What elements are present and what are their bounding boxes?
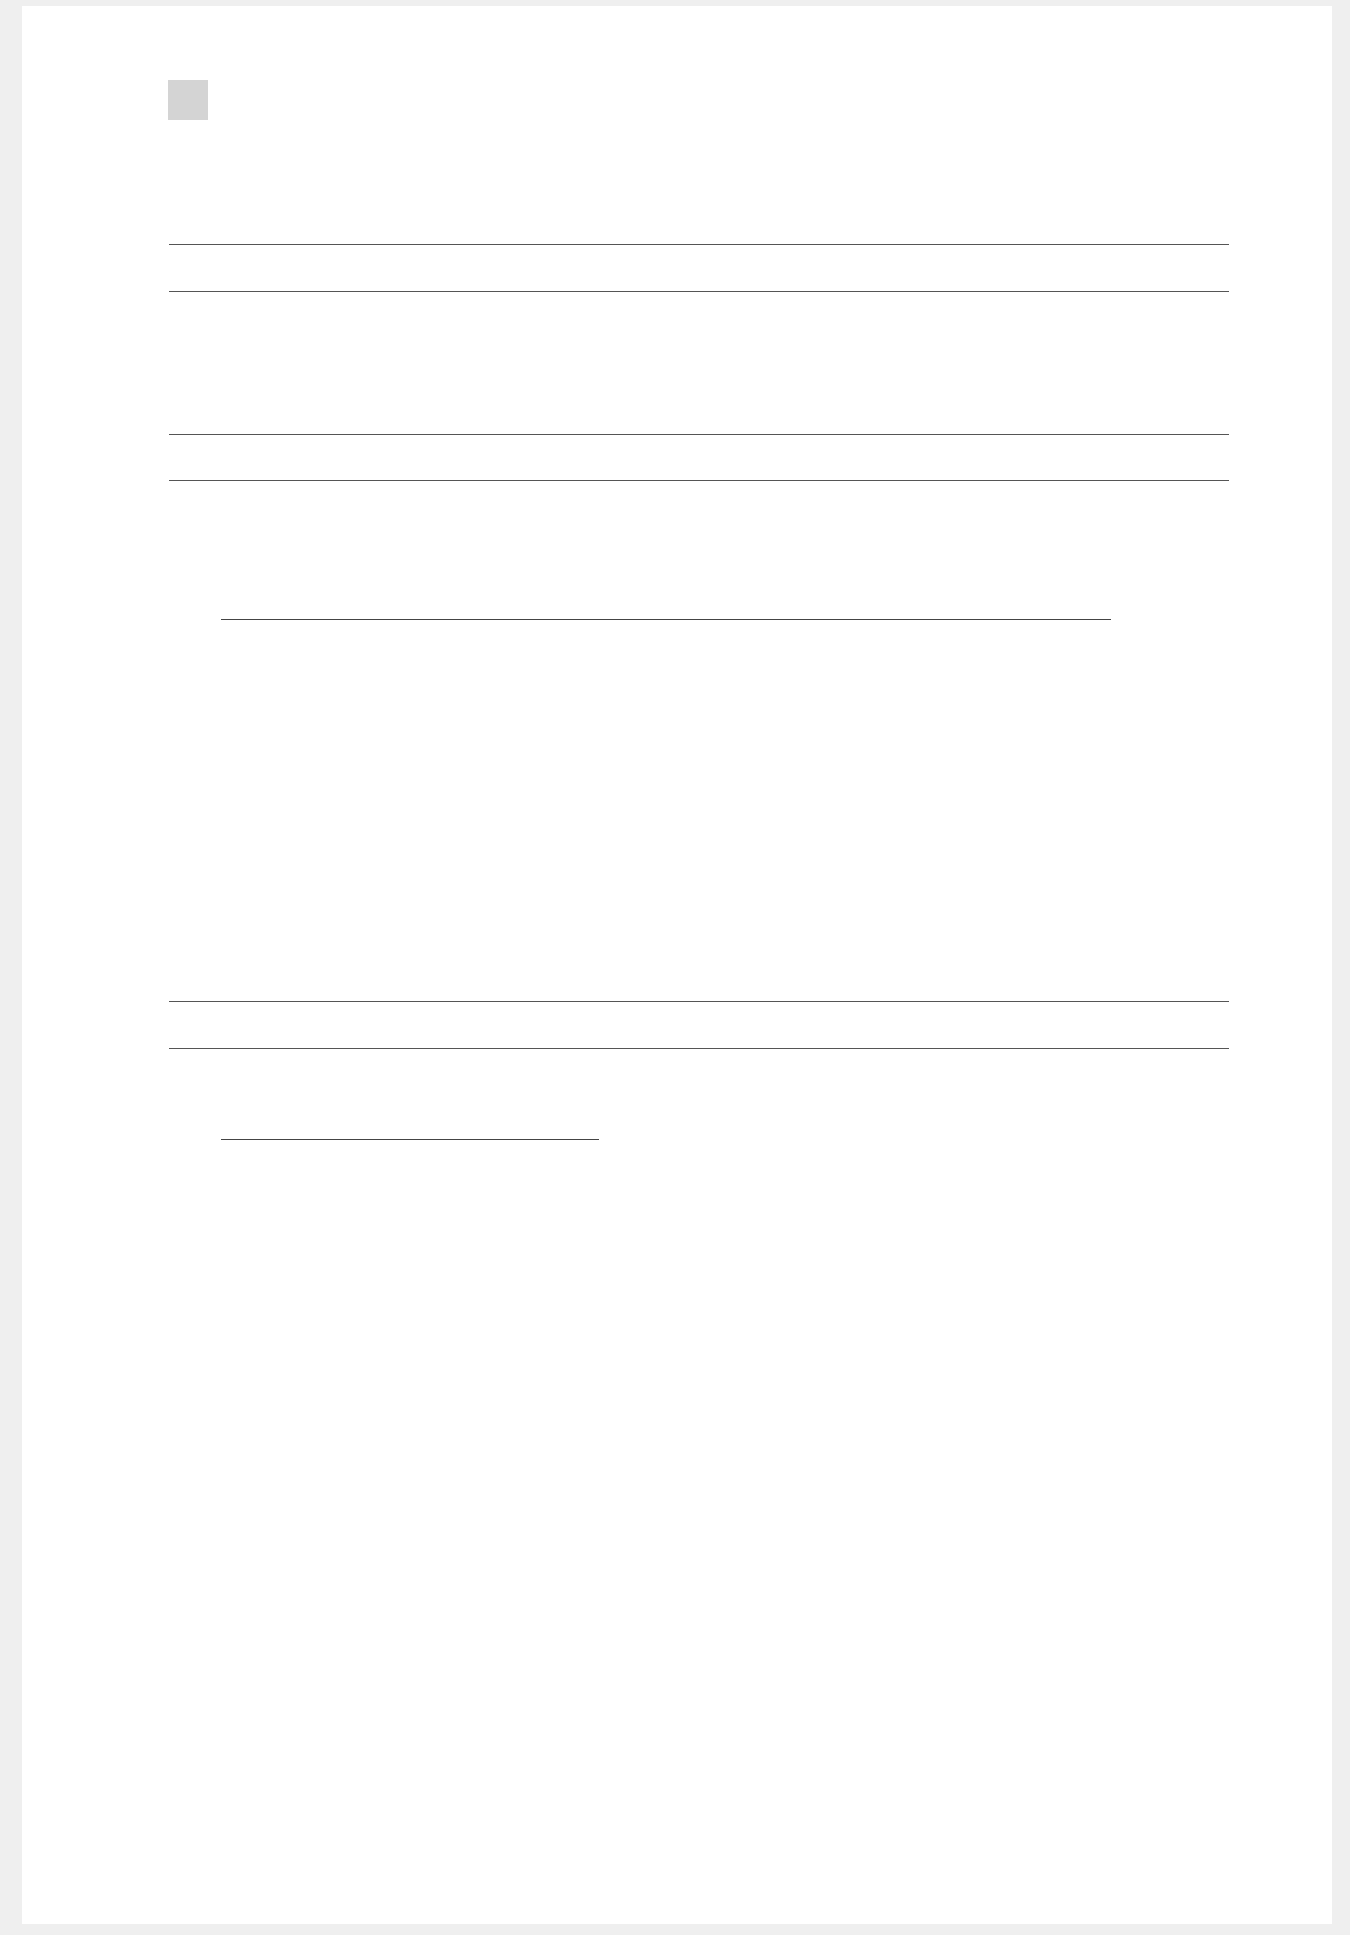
fill-blank-7[interactable] [515,1117,599,1140]
fill-blank-4[interactable] [221,1117,319,1140]
answer-line[interactable] [169,1048,1229,1049]
header-char-xue [210,80,250,120]
fill-blank-6[interactable] [417,1117,515,1140]
answer-line[interactable] [169,291,1229,292]
answer-line[interactable] [169,434,1229,435]
fill-blank-3[interactable] [821,597,1111,620]
answer-line[interactable] [169,480,1229,481]
fill-blank-1[interactable] [221,597,521,620]
q20-sub2-line1 [169,320,221,344]
q22-fill-passage [169,1110,1229,1156]
q21-passage [169,590,1229,636]
header-char-dao [168,80,208,120]
q22-options [169,1202,1229,1248]
answer-line[interactable] [169,1001,1229,1002]
answer-line[interactable] [169,244,1229,245]
worksheet-page [22,6,1332,1924]
fill-blank-2[interactable] [521,597,821,620]
fill-blank-5[interactable] [319,1117,417,1140]
book-header [162,80,284,120]
q20-sub2 [169,308,1229,356]
